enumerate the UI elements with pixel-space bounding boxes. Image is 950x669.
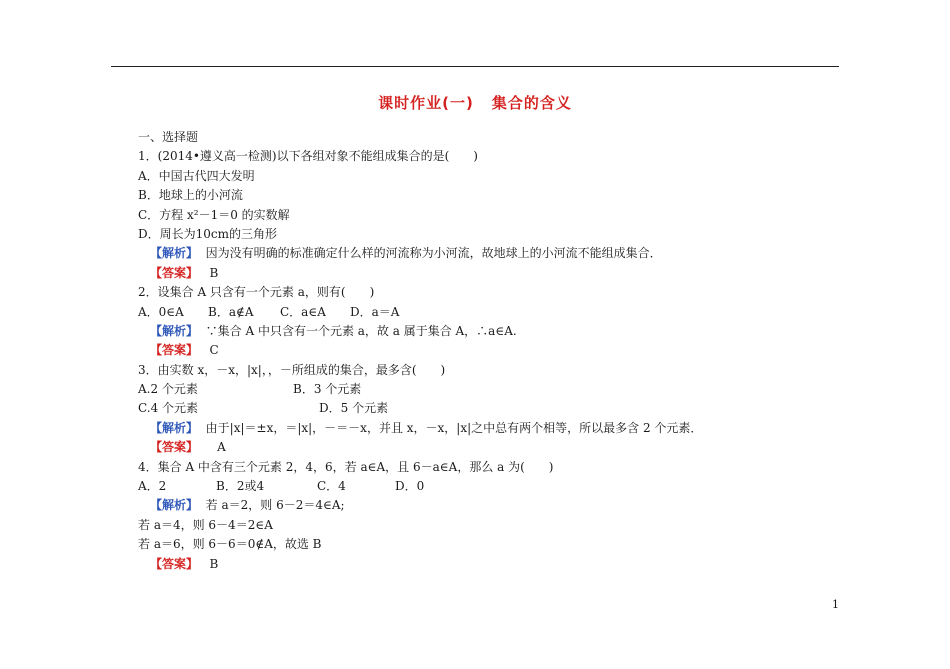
- q3-analysis-text: 由于|x|＝±x，＝|x|，－＝－x，并且 x，－x，|x|之中总有两个相等，所以最多含 2 个元素．: [205, 420, 703, 435]
- q2-option-a: A．0∈A: [138, 304, 184, 319]
- q3-answer: [138, 438, 838, 457]
- q3-options-cd: [138, 399, 838, 418]
- q2-options: [138, 303, 838, 322]
- q1-option-c: C．方程 x²－1＝0 的实数解: [138, 207, 290, 222]
- q3-option-a: A.2 个元素: [138, 382, 198, 397]
- q4-option-d: D．0: [395, 479, 425, 494]
- q1-analysis: [138, 244, 838, 263]
- q2-option-d: D．a＝A: [350, 304, 400, 319]
- q4-option-a: A．2: [138, 479, 167, 494]
- q3-answer-value: A: [217, 440, 226, 455]
- analysis-tag: 【解析】: [150, 498, 199, 513]
- q2-stem: 2．设集合 A 只含有一个元素 a，则有( ): [138, 285, 375, 300]
- q1-analysis-text: 因为没有明确的标准确定什么样的河流称为小河流，故地球上的小河流不能组成集合．: [205, 246, 662, 261]
- q4-answer-value: B: [209, 556, 219, 571]
- q4-analysis-line2: 若 a＝4，则 6－4＝2∈A: [138, 517, 273, 532]
- answer-tag: 【答案】: [150, 440, 199, 455]
- q2-analysis: [138, 322, 838, 341]
- title-part2: 集合的含义: [491, 94, 572, 112]
- answer-tag: 【答案】: [150, 343, 199, 358]
- header-rule: [111, 66, 839, 67]
- section-heading: 一、选择题: [138, 130, 199, 144]
- q2-analysis-text: ∵集合 A 中只含有一个元素 a，故 a 属于集合 A，∴a∈A.: [205, 323, 517, 338]
- page-number: 1: [832, 598, 839, 611]
- q1-answer: [138, 264, 838, 283]
- q3-options-ab: [138, 380, 838, 399]
- q2-option-c: C．a∈A: [280, 304, 326, 319]
- analysis-tag: 【解析】: [150, 323, 199, 338]
- analysis-tag: 【解析】: [150, 246, 199, 261]
- q4-option-c: C．4: [317, 479, 346, 494]
- q3-analysis: [138, 419, 838, 438]
- q4-stem: 4．集合 A 中含有三个元素 2，4，6，若 a∈A，且 6－a∈A，那么 a 为( ): [138, 459, 554, 474]
- q1-option-d: D．周长为10cm的三角形: [138, 226, 277, 241]
- q3-option-b: B．3 个元素: [293, 382, 362, 397]
- answer-tag: 【答案】: [150, 265, 199, 280]
- q3-stem: 3．由实数 x，－x，|x|，，－所组成的集合，最多含( ): [138, 362, 446, 377]
- exercise-content: [138, 128, 838, 574]
- q2-answer-value: C: [209, 343, 219, 358]
- q3-option-c: C.4 个元素: [138, 401, 199, 416]
- q4-option-b: B．2或4: [216, 479, 265, 494]
- q1-option-b: B．地球上的小河流: [138, 188, 243, 203]
- analysis-tag: 【解析】: [150, 420, 199, 435]
- page-title: [0, 92, 950, 113]
- q4-analysis: [138, 496, 838, 515]
- q4-options: [138, 477, 838, 496]
- q2-option-b: B．a∉A: [208, 304, 254, 319]
- q1-stem: 1．(2014•遵义高一检测)以下各组对象不能组成集合的是( ): [138, 149, 478, 164]
- q4-answer: [138, 555, 838, 574]
- title-part1: 课时作业(一): [378, 94, 474, 112]
- q4-analysis-text: 若 a＝2，则 6－2＝4∈A;: [205, 498, 345, 513]
- q4-analysis-line3: 若 a＝6，则 6－6＝0∉A，故选 B: [138, 537, 322, 552]
- q2-answer: [138, 341, 838, 360]
- answer-tag: 【答案】: [150, 556, 199, 571]
- q1-answer-value: B: [209, 265, 219, 280]
- q1-option-a: A．中国古代四大发明: [138, 168, 255, 183]
- q3-option-d: D．5 个元素: [319, 401, 389, 416]
